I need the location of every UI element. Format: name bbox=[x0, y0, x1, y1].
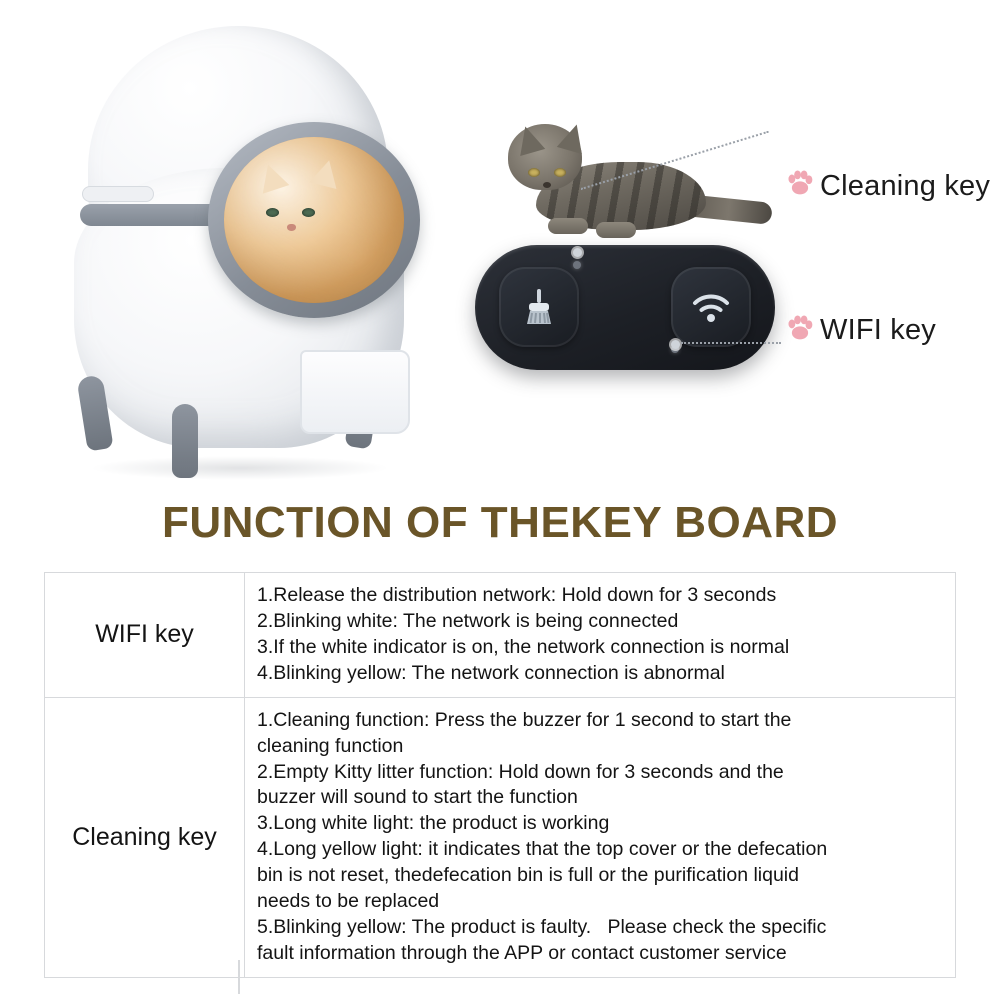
leg bbox=[76, 374, 113, 451]
description-line: fault information through the APP or contact customer service bbox=[257, 941, 787, 964]
keyboard-diagram bbox=[455, 100, 975, 400]
callout-label-wifi-key: WIFI key bbox=[820, 314, 936, 346]
cat-ear-icon bbox=[255, 160, 290, 193]
cleaning-brush-icon bbox=[516, 284, 562, 330]
cat-eye bbox=[266, 208, 279, 217]
description-line: 5.Blinking yellow: The product is faulty. Please check the specific bbox=[257, 916, 827, 939]
description-line: 3.If the white indicator is on, the network connection is normal bbox=[257, 635, 790, 658]
description-line: needs to be replaced bbox=[257, 890, 440, 913]
status-led bbox=[573, 261, 581, 269]
cat-ear-icon bbox=[557, 121, 589, 154]
description-line: 1.Release the distribution network: Hold down for 3 seconds bbox=[257, 584, 777, 606]
entry-opening bbox=[224, 137, 404, 303]
page-title: FUNCTION OF THEKEY BOARD bbox=[161, 498, 839, 547]
table-cell-key-name: WIFI key bbox=[45, 573, 245, 698]
cat-nose bbox=[287, 224, 296, 231]
floor-shadow bbox=[90, 456, 390, 480]
cat-nose bbox=[543, 182, 551, 188]
description-line: 3.Long white light: the product is working bbox=[257, 812, 610, 835]
description-line: buzzer will sound to start the function bbox=[257, 786, 578, 809]
table-bottom-divider bbox=[238, 960, 240, 994]
description-line: bin is not reset, thedefecation bin is full or the purification liquid bbox=[257, 864, 799, 887]
wifi-key[interactable] bbox=[671, 267, 751, 347]
cat-eye bbox=[528, 168, 540, 177]
callout-leader-line bbox=[681, 342, 781, 344]
cat-paw bbox=[596, 222, 636, 238]
function-table bbox=[44, 572, 956, 978]
table-cell-description bbox=[245, 697, 956, 977]
cat-eye bbox=[302, 208, 315, 217]
cleaning-key[interactable] bbox=[499, 267, 579, 347]
description-line: 2.Empty Kitty litter function: Hold down for 3 seconds and the bbox=[257, 760, 784, 783]
key-board bbox=[475, 245, 775, 370]
paw-icon bbox=[787, 315, 813, 341]
callout-anchor-dot bbox=[573, 248, 582, 257]
cat-eye bbox=[554, 168, 566, 177]
callout-label-cleaning-key: Cleaning key bbox=[820, 170, 991, 202]
table-row bbox=[45, 697, 956, 977]
wifi-icon bbox=[688, 286, 734, 328]
description-line: cleaning function bbox=[257, 734, 404, 757]
description-line: 1.Cleaning function: Press the buzzer for 1 second to start the bbox=[257, 708, 792, 731]
table-cell-key-name: Cleaning key bbox=[45, 697, 245, 977]
description-line: 4.Blinking yellow: The network connection is abnormal bbox=[257, 661, 725, 684]
table-row bbox=[45, 573, 956, 698]
cat-head bbox=[508, 124, 582, 190]
callout-anchor-dot bbox=[671, 340, 680, 349]
persian-cat-face bbox=[256, 164, 353, 247]
litter-box-image bbox=[60, 18, 430, 488]
side-vent bbox=[82, 186, 154, 202]
litter-drawer bbox=[300, 350, 410, 434]
cat-ear-icon bbox=[513, 123, 545, 156]
entry-ring bbox=[208, 122, 420, 318]
hero-illustration bbox=[0, 0, 1000, 490]
description-line: 4.Long yellow light: it indicates that the top cover or the defecation bbox=[257, 838, 828, 861]
tabby-cat-image bbox=[500, 106, 750, 256]
cat-paw bbox=[548, 218, 588, 234]
paw-icon bbox=[787, 170, 813, 196]
table-cell-description bbox=[245, 573, 956, 698]
description-line: 2.Blinking white: The network is being connected bbox=[257, 609, 679, 632]
